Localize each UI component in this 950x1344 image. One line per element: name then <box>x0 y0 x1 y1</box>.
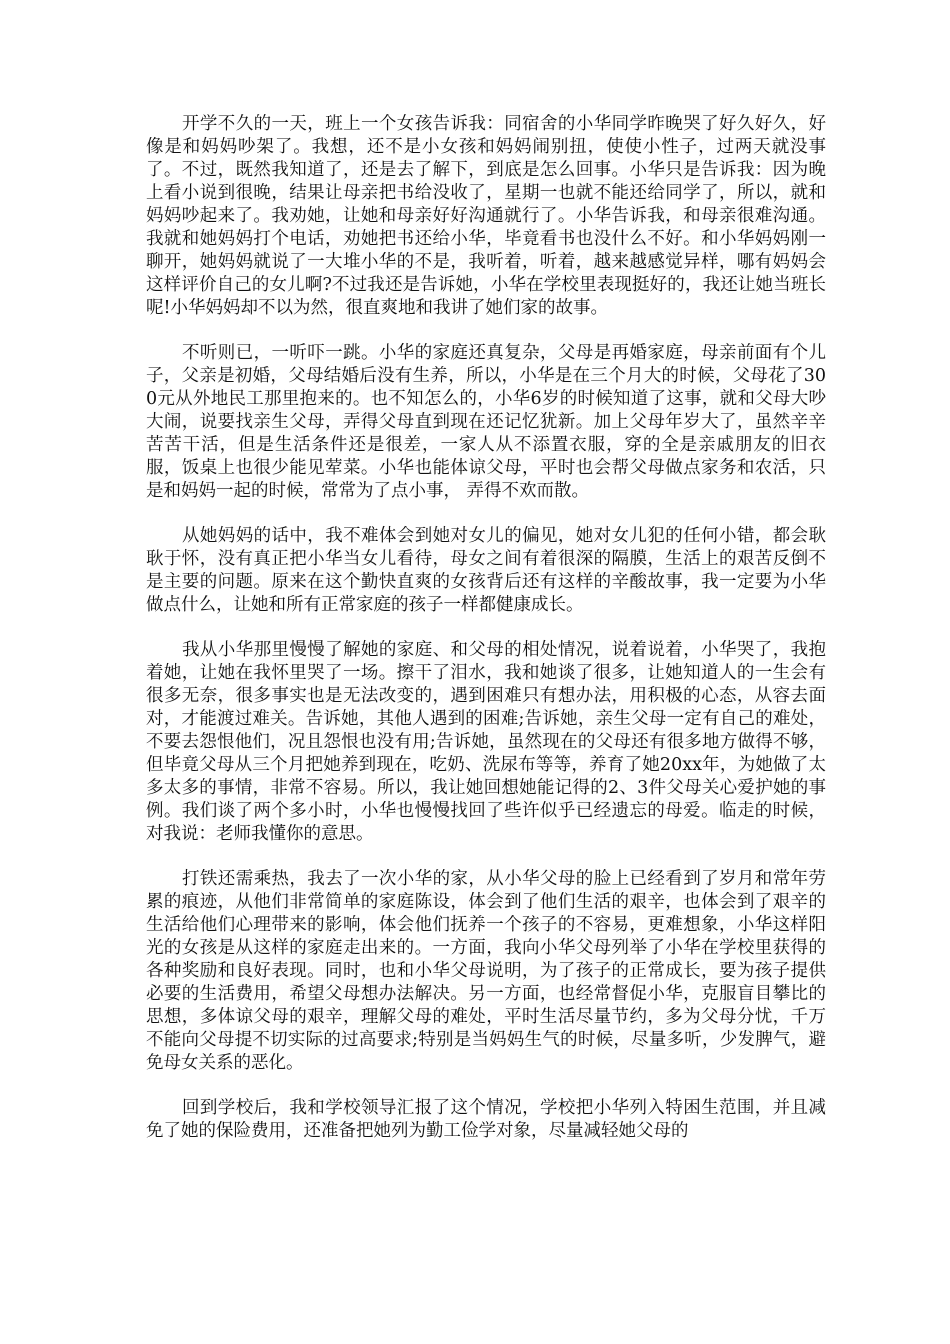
paragraph-4: 我从小华那里慢慢了解她的家庭、和父母的相处情况，说着说着，小华哭了，我抱着她，让她在我怀里哭了一场。擦干了泪水，我和她谈了很多，让她知道人的一生会有很多无奈，很多事实也是无法改变的，遇到困难只有想办法，用积极的心态，从容去面对，才能渡过难关。告诉她，其他人遇到的困难;告诉她，亲生父母一定有自己的难处，不要去怨恨他们，况且怨恨也没有用;告诉她，虽然现在的父母还有很多地方做得不够，但毕竟父母从三个月把她养到现在，吃奶、洗尿布等等，养育了她20xx年，为她做了太多太多的事情，非常不容易。所以，我让她回想她能记得的2、3件父母关心爱护她的事例。我们谈了两个多小时，小华也慢慢找回了些许似乎已经遗忘的母爱。临走的时候，对我说：老师我懂你的意思。 <box>146 640 826 844</box>
paragraph-3: 从她妈妈的话中，我不难体会到她对女儿的偏见，她对女儿犯的任何小错，都会耿耿于怀，没有真正把小华当女儿看待，母女之间有着很深的隔膜，生活上的艰苦反倒不是主要的问题。原来在这个勤快直爽的女孩背后还有这样的辛酸故事，我一定要为小华做点什么，让她和所有正常家庭的孩子一样都健康成长。 <box>146 526 826 615</box>
document-body <box>146 113 826 1165</box>
paragraph-2: 不听则已，一听吓一跳。小华的家庭还真复杂，父母是再婚家庭，母亲前面有个儿子，父亲是初婚，父母结婚后没有生养，所以，小华是在三个月大的时候，父母花了300元从外地民工那里抱来的。也不知怎么的，小华6岁的时候知道了这事，就和父母大吵大闹，说要找亲生父母，弄得父母直到现在还记忆犹新。加上父母年岁大了，虽然辛辛苦苦干活，但是生活条件还是很差，一家人从不添置衣服，穿的全是亲戚朋友的旧衣服，饭桌上也很少能见荤菜。小华也能体谅父母，平时也会帮父母做点家务和农活，只是和妈妈一起的时候，常常为了点小事， 弄得不欢而散。 <box>146 343 826 501</box>
paragraph-6: 回到学校后，我和学校领导汇报了这个情况，学校把小华列入特困生范围，并且减免了她的保险费用，还准备把她列为勤工俭学对象，尽量减轻她父母的 <box>146 1098 826 1141</box>
paragraph-5: 打铁还需乘热，我去了一次小华的家，从小华父母的脸上已经看到了岁月和常年劳累的痕迹，从他们非常简单的家庭陈设，体会到了他们生活的艰辛，也体会到了艰辛的生活给他们心理带来的影响，体会他们抚养一个孩子的不容易，更难想象，小华这样阳光的女孩是从这样的家庭走出来的。一方面，我向小华父母列举了小华在学校里获得的各种奖励和良好表现。同时，也和小华父母说明，为了孩子的正常成长，要为孩子提供必要的生活费用，希望父母想办法解决。另一方面，也经常督促小华，克服盲目攀比的思想，多体谅父母的艰辛，理解父母的难处，平时生活尽量节约，多为父母分忧，千万不能向父母提不切实际的过高要求;特别是当妈妈生气的时候，尽量多听，少发脾气，避免母女关系的恶化。 <box>146 869 826 1073</box>
paragraph-1: 开学不久的一天，班上一个女孩告诉我：同宿舍的小华同学昨晚哭了好久好久，好像是和妈妈吵架了。我想，还不是小女孩和妈妈闹别扭，使使小性子，过两天就没事了。不过，既然我知道了，还是去了解下，到底是怎么回事。小华只是告诉我：因为晚上看小说到很晚，结果让母亲把书给没收了，星期一也就不能还给同学了，所以，就和妈妈吵起来了。我劝她，让她和母亲好好沟通就行了。小华告诉我，和母亲很难沟通。我就和她妈妈打个电话，劝她把书还给小华，毕竟看书也没什么不好。和小华妈妈刚一聊开，她妈妈就说了一大堆小华的不是，我听着，听着，越来越感觉异样，哪有妈妈会这样评价自己的女儿啊?不过我还是告诉她，小华在学校里表现挺好的，我还让她当班长呢!小华妈妈却不以为然，很直爽地和我讲了她们家的故事。 <box>146 114 826 318</box>
